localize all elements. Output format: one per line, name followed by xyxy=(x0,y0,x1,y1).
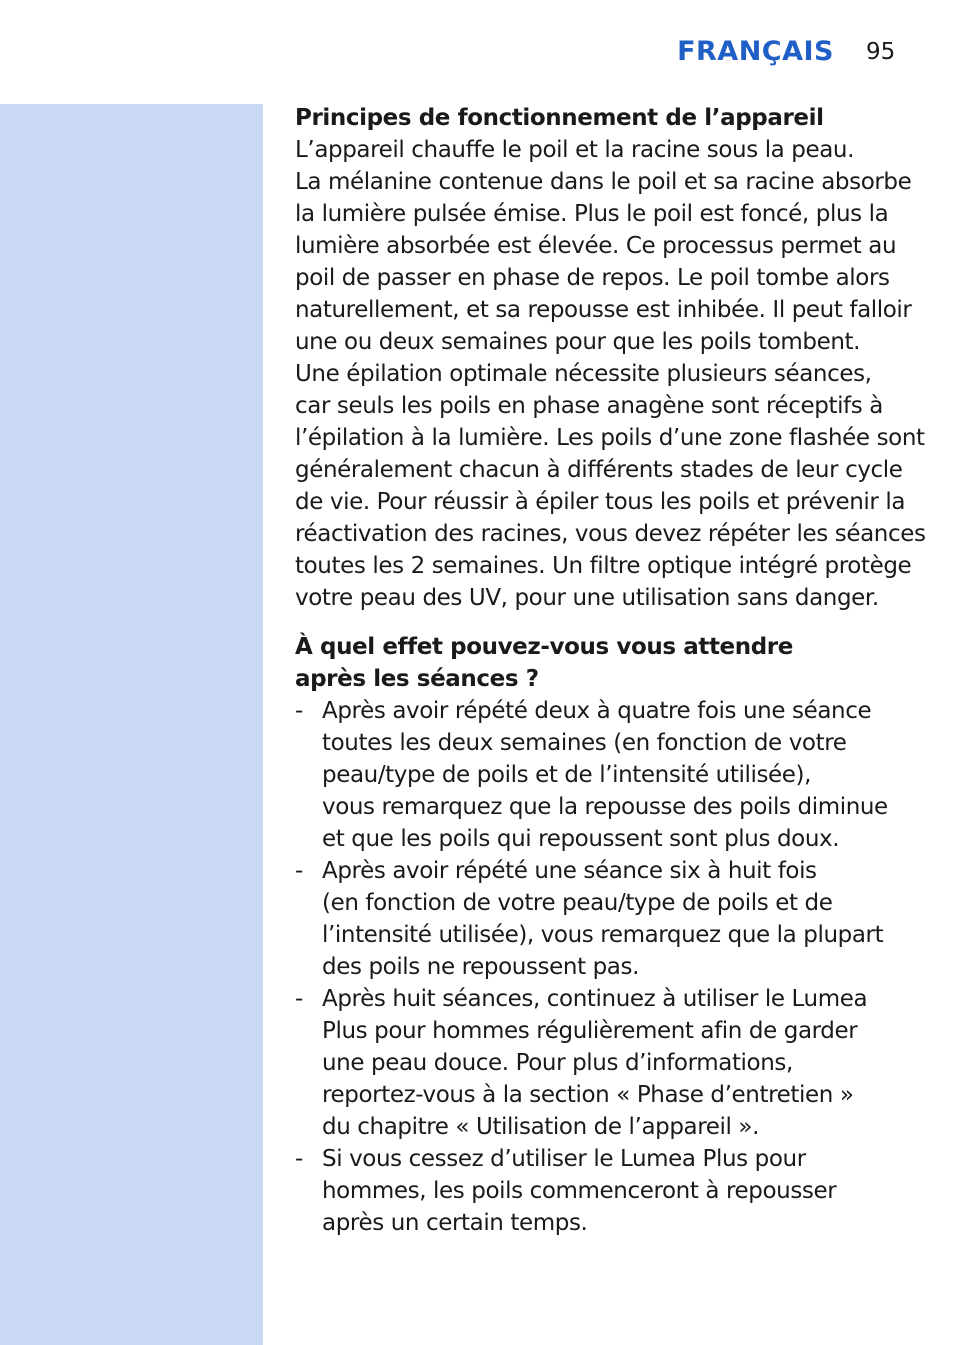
section-heading-expected xyxy=(295,631,900,695)
body-line: de vie. Pour réussir à épiler tous les poils et prévenir la xyxy=(295,489,906,515)
section-expected-results xyxy=(295,631,900,1239)
bullet-line: (en fonction de votre peau/type de poils et de xyxy=(322,890,833,916)
page-number: 95 xyxy=(866,39,896,65)
body-line: lumière absorbée est élevée. Ce processus permet au xyxy=(295,233,897,259)
body-line: naturellement, et sa repousse est inhibée. Il peut falloir xyxy=(295,297,912,323)
bullet-dash: - xyxy=(295,986,303,1012)
bullet-line: Après huit séances, continuez à utiliser le Lumea xyxy=(322,986,868,1012)
body-line: la lumière pulsée émise. Plus le poil est foncé, plus la xyxy=(295,201,889,227)
body-line: votre peau des UV, pour une utilisation sans danger. xyxy=(295,585,879,611)
body-line: réactivation des racines, vous devez répéter les séances xyxy=(295,521,926,547)
bullet-dash: - xyxy=(295,1146,303,1172)
main-content xyxy=(295,102,926,1239)
bullet-line: vous remarquez que la repousse des poils diminue xyxy=(322,794,888,820)
bullet-line: après un certain temps. xyxy=(322,1210,588,1236)
list-item xyxy=(295,695,900,855)
body-line: l’épilation à la lumière. Les poils d’une zone flashée sont xyxy=(295,425,925,451)
body-line: L’appareil chauffe le poil et la racine sous la peau. xyxy=(295,137,855,163)
list-item xyxy=(295,983,900,1143)
heading-line: À quel effet pouvez-vous vous attendre xyxy=(295,634,793,660)
bullet-line: l’intensité utilisée), vous remarquez que la plupart xyxy=(322,922,884,948)
section-body-principles xyxy=(295,134,926,614)
body-line: généralement chacun à différents stades de leur cycle xyxy=(295,457,903,483)
body-line: poil de passer en phase de repos. Le poil tombe alors xyxy=(295,265,890,291)
language-header: FRANÇAIS xyxy=(677,36,834,67)
bullet-line: reportez-vous à la section « Phase d’entretien » xyxy=(322,1082,854,1108)
bullet-line: des poils ne repoussent pas. xyxy=(322,954,639,980)
body-line: toutes les 2 semaines. Un filtre optique intégré protège xyxy=(295,553,912,579)
bullet-line: Après avoir répété une séance six à huit fois xyxy=(322,858,817,884)
body-line: une ou deux semaines pour que les poils tombent. xyxy=(295,329,861,355)
bullet-dash: - xyxy=(295,858,303,884)
bullet-dash: - xyxy=(295,698,303,724)
body-line: La mélanine contenue dans le poil et sa racine absorbe xyxy=(295,169,912,195)
bullet-line: Après avoir répété deux à quatre fois une séance xyxy=(322,698,872,724)
body-line: Une épilation optimale nécessite plusieurs séances, xyxy=(295,361,872,387)
section-heading-principles: Principes de fonctionnement de l’appareil xyxy=(295,105,824,131)
heading-line: après les séances ? xyxy=(295,666,539,692)
bullet-line: Si vous cessez d’utiliser le Lumea Plus pour xyxy=(322,1146,806,1172)
bullet-line: toutes les deux semaines (en fonction de votre xyxy=(322,730,847,756)
bullet-line: une peau douce. Pour plus d’informations, xyxy=(322,1050,793,1076)
list-item xyxy=(295,855,900,983)
bullet-line: Plus pour hommes régulièrement afin de garder xyxy=(322,1018,858,1044)
bullet-line: peau/type de poils et de l’intensité utilisée), xyxy=(322,762,812,788)
bullet-line: du chapitre « Utilisation de l’appareil ». xyxy=(322,1114,760,1140)
bullet-line: et que les poils qui repoussent sont plus doux. xyxy=(322,826,840,852)
side-panel xyxy=(0,104,263,1345)
body-line: car seuls les poils en phase anagène sont réceptifs à xyxy=(295,393,883,419)
bullet-line: hommes, les poils commenceront à repousser xyxy=(322,1178,837,1204)
list-item xyxy=(295,1143,900,1239)
